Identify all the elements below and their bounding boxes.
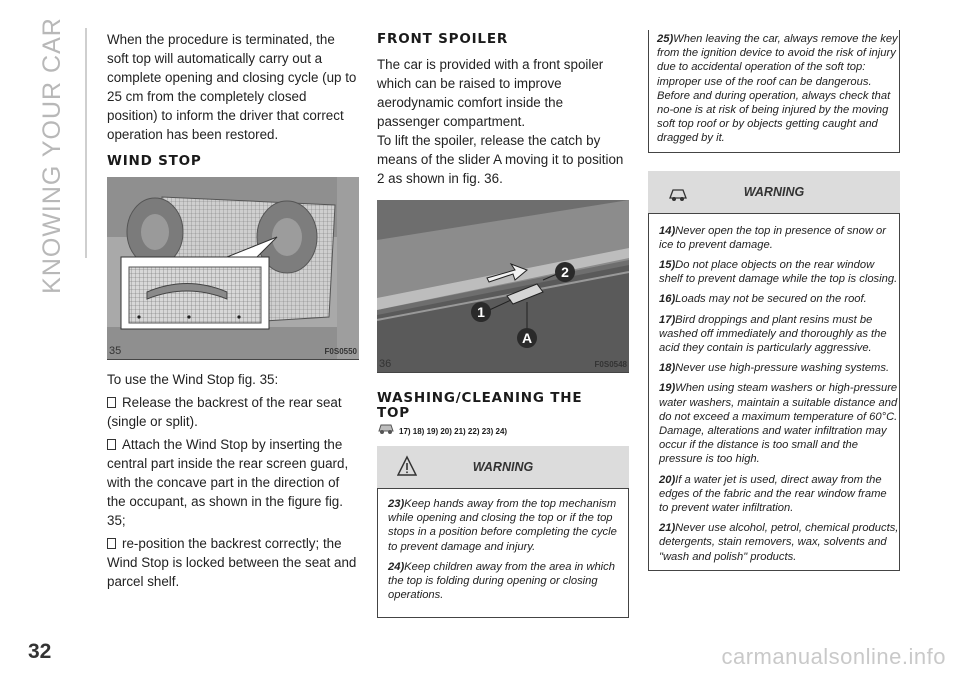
warning-text: Do not place objects on the rear window shelf to prevent damage while the top is closing. [659, 259, 898, 286]
note-box [648, 30, 900, 153]
warning-text: Loads may not be secured on the roof. [675, 293, 867, 306]
page-number: 32 [28, 640, 52, 663]
warning-item [657, 32, 899, 146]
bullet-text: Release the backrest of the rear seat (single or split). [107, 395, 342, 429]
warning-title: WARNING [472, 460, 534, 474]
bullet-icon [107, 439, 116, 450]
side-divider [85, 28, 87, 258]
front-spoiler-text-2: To lift the spoiler, release the catch by means of the slider A moving it to position 2 as shown in fig. 36. [377, 133, 624, 186]
warning-number: 19) [659, 382, 676, 395]
warning-number: 20) [659, 473, 676, 486]
chapter-title-text: KNOWING YOUR CAR [37, 16, 66, 294]
warning-text: Keep hands away from the top mechanism while opening and closing the top or if the top stops in a position before completing the cycle to prevent damage and injury. [388, 498, 617, 553]
warning-text: Keep children away from the area in which the top is folding during opening or closing operations. [388, 560, 615, 602]
warning-number: 17) [659, 313, 676, 326]
warning-item [659, 361, 899, 375]
washing-heading-line-2: TOP [377, 405, 410, 421]
car-icon [377, 419, 395, 435]
figure-36 [377, 200, 629, 373]
warning-number: 15) [659, 259, 676, 272]
car-warning-icon [668, 180, 688, 202]
warning-text: When using steam washers or high-pressure water washers, maintain a suitable distance and do not exceed a maximum temperature of 60°C. Damage, alterations and water infiltration may occur if the distance is too small and the pressure is too high. [659, 382, 898, 466]
figure-number: 35 [109, 345, 122, 357]
wind-stop-lead: To use the Wind Stop fig. 35: [107, 372, 279, 387]
callout-2: 2 [561, 264, 569, 280]
spoiler-illustration [377, 200, 629, 372]
list-item [107, 534, 359, 591]
warning-box [648, 213, 900, 571]
warning-text: Never open the top in presence of snow or ice to prevent damage. [659, 224, 886, 251]
figure-code: F0S0550 [324, 347, 357, 356]
warning-number: 25) [657, 33, 674, 45]
bullet-text: re-position the backrest correctly; the Wind Stop is locked between the seat and parcel shelf. [107, 536, 357, 589]
watermark: carmanualsonline.info [721, 644, 946, 669]
warning-item [659, 224, 899, 252]
chapter-side-title [30, 16, 74, 294]
bullet-icon [107, 397, 116, 408]
warning-item [388, 560, 628, 603]
callout-a: A [521, 330, 533, 346]
warning-text: Never use alcohol, petrol, chemical products, detergents, stain removers, wax, solvents and "wash and polish" products. [659, 522, 899, 563]
warning-number: 23) [388, 498, 405, 510]
warning-item [659, 313, 899, 356]
warning-number: 14) [659, 224, 676, 237]
figure-35 [107, 177, 359, 360]
intro-paragraph: When the procedure is terminated, the soft top will automatically carry out a complete opening and closing cycle (up to 25 cm from the completely closed position) to inform the driver that correct operation has been restored. [107, 32, 357, 142]
warning-item [659, 258, 899, 286]
warning-item [659, 381, 899, 466]
front-spoiler-heading: FRONT SPOILER [377, 31, 509, 47]
warning-number: 18) [659, 362, 676, 375]
wind-stop-heading: WIND STOP [107, 153, 202, 169]
front-spoiler-text: The car is provided with a front spoiler which can be raised to improve aerodynamic comfort inside the passenger compartment. [377, 57, 604, 129]
reference-list [399, 427, 629, 436]
column-2 [377, 30, 629, 618]
warning-triangle-icon [397, 455, 417, 477]
washing-heading-line-1: WASHING/CLEANING THE [377, 390, 583, 406]
list-item [107, 393, 359, 431]
wind-stop-illustration [107, 177, 359, 359]
list-item [107, 435, 359, 530]
washing-heading [377, 391, 629, 421]
warning-number: 21) [659, 522, 676, 535]
warning-item [659, 473, 899, 516]
warning-box [377, 488, 629, 618]
warning-header [648, 171, 900, 213]
warning-text: If a water jet is used, direct away from the edges of the fabric and the rear window frame to prevent water infiltration. [659, 473, 887, 515]
warning-header [377, 446, 629, 488]
warning-number: 24) [388, 560, 405, 573]
warning-title: WARNING [743, 184, 805, 199]
warning-item [659, 521, 899, 564]
figure-number: 36 [379, 358, 392, 370]
warning-item [659, 292, 899, 306]
figure-code: F0S0548 [594, 360, 627, 369]
column-1 [107, 30, 359, 591]
warning-text: When leaving the car, always remove the key from the ignition device to avoid the risk of injury due to accidental operation of the soft top: improper use of the roof can be dangerous. Before and during operation, always check that no-one is at risk of being injured by the moving soft top roof or by objects getting caught and dragged by it. [657, 33, 898, 145]
warning-number: 16) [659, 293, 676, 306]
callout-1: 1 [477, 304, 485, 320]
warning-text: Never use high-pressure washing systems. [675, 362, 890, 375]
warning-text: Bird droppings and plant resins must be washed off immediately and thoroughly as the acid they contain is particularly aggressive. [659, 313, 887, 355]
reference-numbers: 17) 18) 19) 20) 21) 22) 23) 24) [399, 427, 508, 436]
warning-item [388, 497, 628, 554]
column-3 [648, 30, 900, 571]
bullet-icon [107, 538, 116, 549]
bullet-text: Attach the Wind Stop by inserting the central part inside the rear screen guard, with the concave part in the direction of the occupant, as shown in the figure fig. 35; [107, 437, 349, 528]
